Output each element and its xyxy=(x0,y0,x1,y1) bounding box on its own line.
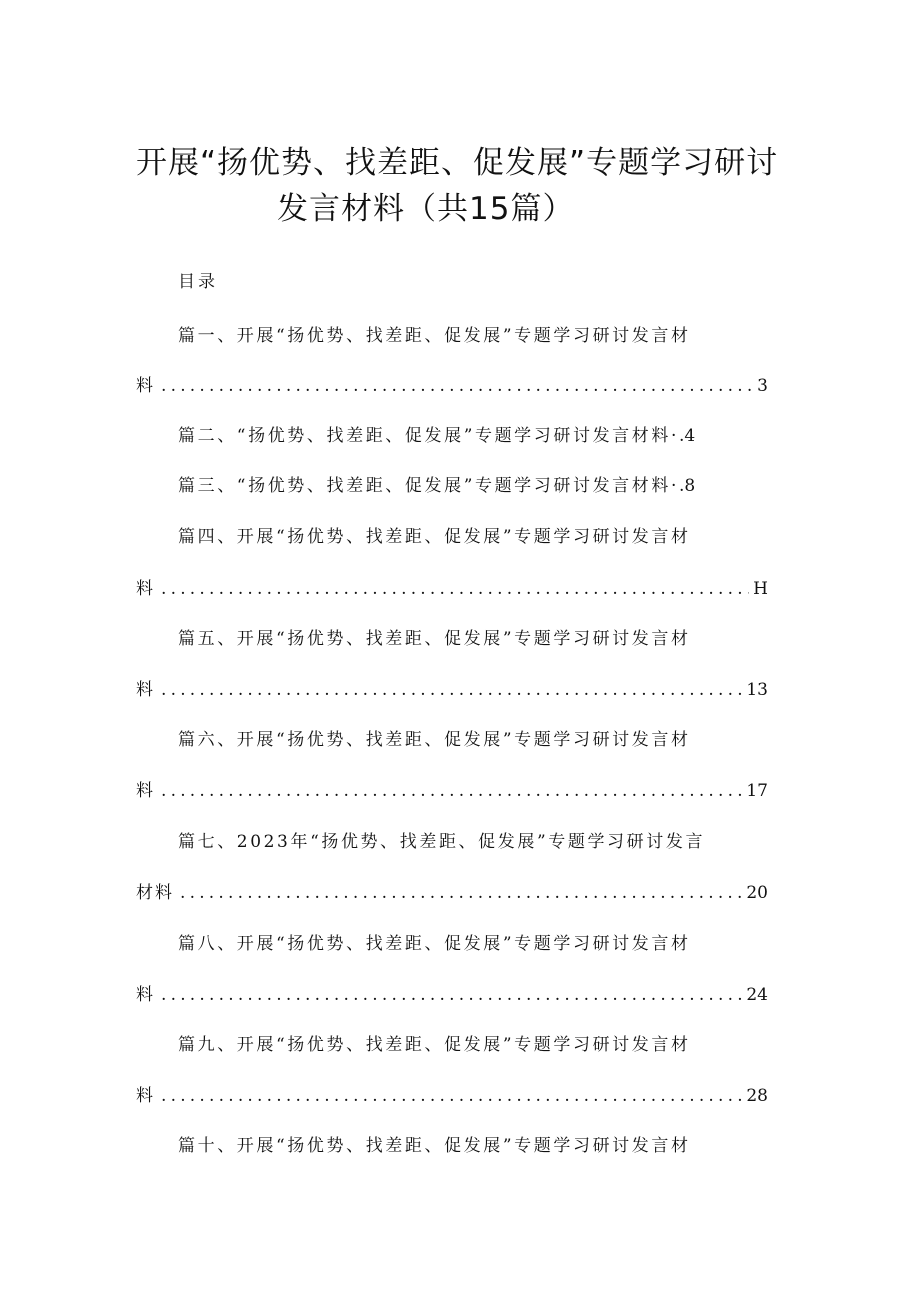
toc-entry-4-title[interactable]: 篇四、开展“扬优势、找差距、促发展”专题学习研讨发言材 xyxy=(178,527,691,547)
toc-entry-10-title[interactable]: 篇十、开展“扬优势、找差距、促发展”专题学习研讨发言材 xyxy=(178,1136,691,1156)
toc-entry-8-leader[interactable] xyxy=(136,980,768,1005)
toc-entry-9-title[interactable]: 篇九、开展“扬优势、找差距、促发展”专题学习研讨发言材 xyxy=(178,1035,691,1055)
toc-entry-1-leader[interactable] xyxy=(136,371,768,396)
document-title-line-1: 开展“扬优势、找差距、促发展”专题学习研讨 xyxy=(136,145,779,181)
dot-leader xyxy=(161,579,749,599)
toc-entry-7-title-end: 材料 xyxy=(136,883,174,903)
toc-entry-7-page: 20 xyxy=(746,883,768,903)
toc-entry-6-leader[interactable] xyxy=(136,776,768,801)
toc-entry-2[interactable] xyxy=(178,421,722,446)
dot-leader xyxy=(180,883,742,903)
toc-entry-4-page: H xyxy=(753,579,768,599)
toc-entry-9-title-end: 料 xyxy=(136,1086,155,1106)
toc-entry-1-title[interactable]: 篇一、开展“扬优势、找差距、促发展”专题学习研讨发言材 xyxy=(178,326,691,346)
dot-leader xyxy=(161,680,742,700)
toc-entry-9-leader[interactable] xyxy=(136,1081,768,1106)
dot-leader xyxy=(161,985,742,1005)
dot-leader xyxy=(161,781,742,801)
toc-entry-5-leader[interactable] xyxy=(136,675,768,700)
toc-entry-4-leader[interactable] xyxy=(136,574,768,599)
toc-entry-5-title-end: 料 xyxy=(136,680,155,700)
document-title-line-2: 发言材料（共15篇） xyxy=(277,191,575,227)
toc-entry-5-title[interactable]: 篇五、开展“扬优势、找差距、促发展”专题学习研讨发言材 xyxy=(178,629,691,649)
toc-entry-9-page: 28 xyxy=(746,1086,768,1106)
toc-entry-1-title-end: 料 xyxy=(136,376,155,396)
toc-entry-8-page: 24 xyxy=(746,985,768,1005)
toc-entry-3-page: .8 xyxy=(678,476,696,496)
toc-entry-2-page: .4 xyxy=(678,426,696,446)
toc-entry-1-page: 3 xyxy=(757,376,768,396)
toc-entry-7-leader[interactable] xyxy=(136,878,768,903)
dot-leader xyxy=(161,1086,742,1106)
toc-entry-5-page: 13 xyxy=(746,680,768,700)
toc-entry-2-title: 篇二、“扬优势、找差距、促发展”专题学习研讨发言材料· xyxy=(178,426,679,446)
toc-entry-8-title-end: 料 xyxy=(136,985,155,1005)
dot-leader xyxy=(161,376,753,396)
toc-entry-8-title[interactable]: 篇八、开展“扬优势、找差距、促发展”专题学习研讨发言材 xyxy=(178,934,691,954)
toc-heading: 目录 xyxy=(178,272,218,292)
toc-entry-4-title-end: 料 xyxy=(136,579,155,599)
toc-entry-3[interactable] xyxy=(178,471,722,496)
toc-entry-6-page: 17 xyxy=(746,781,768,801)
toc-entry-6-title-end: 料 xyxy=(136,781,155,801)
toc-entry-7-title[interactable]: 篇七、2023年“扬优势、找差距、促发展”专题学习研讨发言 xyxy=(178,832,706,852)
toc-entry-3-title: 篇三、“扬优势、找差距、促发展”专题学习研讨发言材料· xyxy=(178,476,679,496)
toc-entry-6-title[interactable]: 篇六、开展“扬优势、找差距、促发展”专题学习研讨发言材 xyxy=(178,730,691,750)
